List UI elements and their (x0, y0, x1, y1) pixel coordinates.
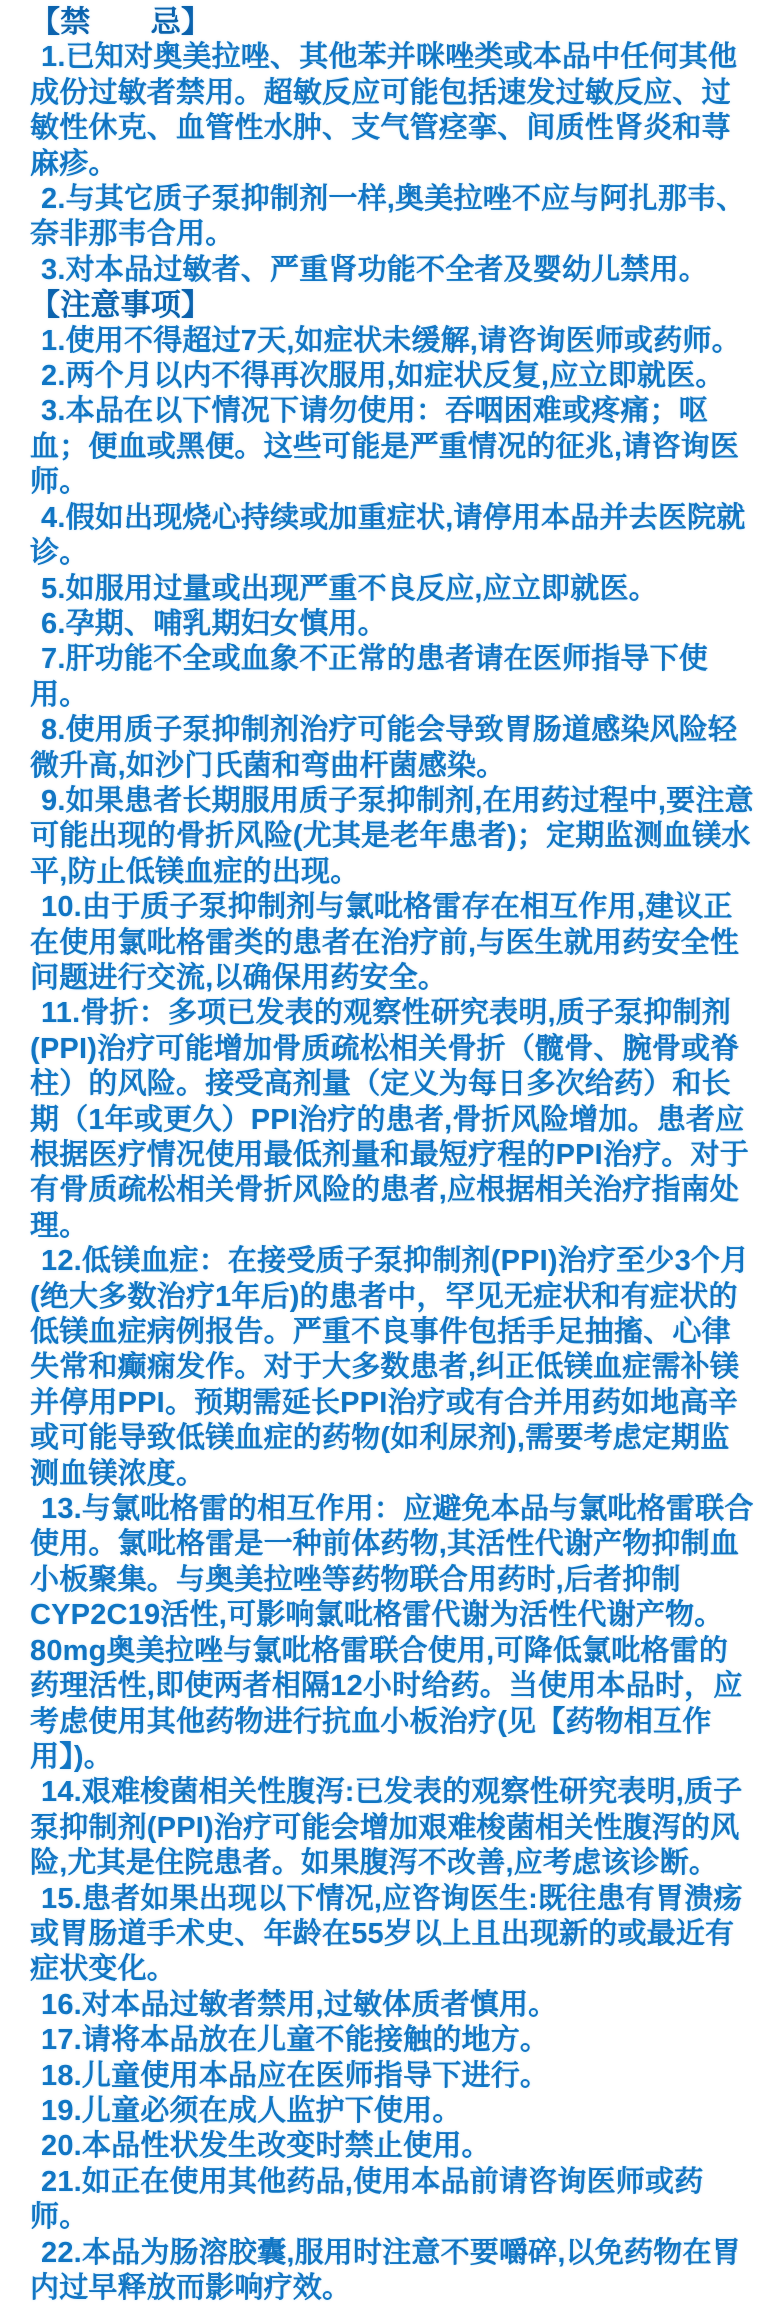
contraindication-item: 3.对本品过敏者、严重肾功能不全者及婴幼儿禁用。 (41, 253, 709, 286)
precaution-item: 2.两个月以内不得再次服用,如症状反复,应立即就医。 (41, 360, 725, 393)
precaution-item: 21.如正在使用其他药品,使用本品前请咨询医师或药师。 (30, 2165, 704, 2234)
precaution-item: 13.与氯吡格雷的相互作用：应避免本品与氯吡格雷联合使用。氯吡格雷是一种前体药物,其活性代谢产物抑制血小板聚集。与奥美拉唑等药物联合用药时,后者抑制CYP2C19活性,可影响氯吡格雷代谢为活性代谢产物。80mg奥美拉唑与氯吡格雷联合使用,可降低氯吡格雷的药理活性,即使两者相隔12小时给药。当使用本品时，应考虑使用其他药物进行抗血小板治疗(见【药物相互作用】)。 (30, 1493, 754, 1773)
contraindications-heading: 【禁 忌】 (30, 6, 212, 39)
precaution-item: 16.对本品过敏者禁用,过敏体质者慎用。 (41, 1988, 558, 2021)
precaution-item: 5.如服用过量或出现严重不良反应,应立即就医。 (41, 572, 658, 605)
precaution-item: 12.低镁血症：在接受质子泵抑制剂(PPI)治疗至少3个月(绝大多数治疗1年后)的患者中，罕见无症状和有症状的低镁血症病例报告。严重不良事件包括手足抽搐、心律失常和癫痫发作。对于大多数患者,纠正低镁血症需补镁并停用PPI。预期需延长PPI治疗或有合并用药如地高辛或可能导致低镁血症的药物(如利尿剂),需要考虑定期监测血镁浓度。 (30, 1245, 750, 1490)
precaution-item: 14.艰难梭菌相关性腹泻:已发表的观察性研究表明,质子泵抑制剂(PPI)治疗可能会增加艰难梭菌相关性腹泻的风险,尤其是住院患者。如果腹泻不改善,应考虑该诊断。 (30, 1776, 743, 1880)
section-contraindications (30, 5, 754, 288)
precaution-item: 7.肝功能不全或血象不正常的患者请在医师指导下使用。 (30, 643, 709, 711)
precautions-heading: 【注意事项】 (30, 289, 212, 323)
precaution-item: 19.儿童必须在成人监护下使用。 (41, 2094, 462, 2127)
precaution-item: 4.假如出现烧心持续或加重症状,请停用本品并去医院就诊。 (30, 501, 746, 570)
precaution-item: 20.本品性状发生改变时禁止使用。 (41, 2130, 491, 2163)
contraindication-item: 2.与其它质子泵抑制剂一样,奥美拉唑不应与阿扎那韦、奈非那韦合用。 (30, 183, 746, 251)
precaution-item: 1.使用不得超过7天,如症状未缓解,请咨询医师或药师。 (41, 324, 741, 357)
precaution-item: 9.如果患者长期服用质子泵抑制剂,在用药过程中,要注意可能出现的骨折风险(尤其是老年患者)；定期监测血镁水平,防止低镁血症的出现。 (30, 784, 754, 888)
precaution-item: 8.使用质子泵抑制剂治疗可能会导致胃肠道感染风险轻微升高,如沙门氏菌和弯曲杆菌感染。 (30, 714, 738, 782)
precaution-item: 10.由于质子泵抑制剂与氯吡格雷存在相互作用,建议正在使用氯吡格雷类的患者在治疗前,与医生就用药安全性问题进行交流,以确保用药安全。 (30, 891, 740, 994)
precaution-item: 6.孕期、哺乳期妇女慎用。 (41, 607, 387, 640)
precaution-item: 18.儿童使用本品应在医师指导下进行。 (41, 2059, 550, 2092)
contraindication-item: 1.已知对奥美拉唑、其他苯并咪唑类或本品中任何其他成份过敏者禁用。超敏反应可能包括速发过敏反应、过敏性休克、血管性水肿、支气管痉挛、间质性肾炎和荨麻疹。 (30, 41, 738, 180)
precaution-item: 17.请将本品放在儿童不能接触的地方。 (41, 2024, 550, 2057)
precaution-item: 3.本品在以下情况下请勿使用：吞咽困难或疼痛；呕血；便血或黑便。这些可能是严重情况的征兆,请咨询医师。 (30, 395, 740, 499)
precaution-item: 22.本品为肠溶胶囊,服用时注意不要嚼碎,以免药物在胃内过早释放而影响疗效。 (30, 2236, 741, 2304)
precaution-item: 15.患者如果出现以下情况,应咨询医生:既往患有胃溃疡或胃肠道手术史、年龄在55岁以上且出现新的或最近有症状变化。 (30, 1882, 743, 1986)
section-precautions (30, 288, 754, 2306)
precaution-item: 11.骨折：多项已发表的观察性研究表明,质子泵抑制剂(PPI)治疗可能增加骨质疏松相关骨折（髋骨、腕骨或脊柱）的风险。接受高剂量（定义为每日多次给药）和长期（1年或更久）PPI治疗的患者,骨折风险增加。患者应根据医疗情况使用最低剂量和最短疗程的PPI治疗。对于有骨质疏松相关骨折风险的患者,应根据相关治疗指南处理。 (30, 997, 749, 1242)
